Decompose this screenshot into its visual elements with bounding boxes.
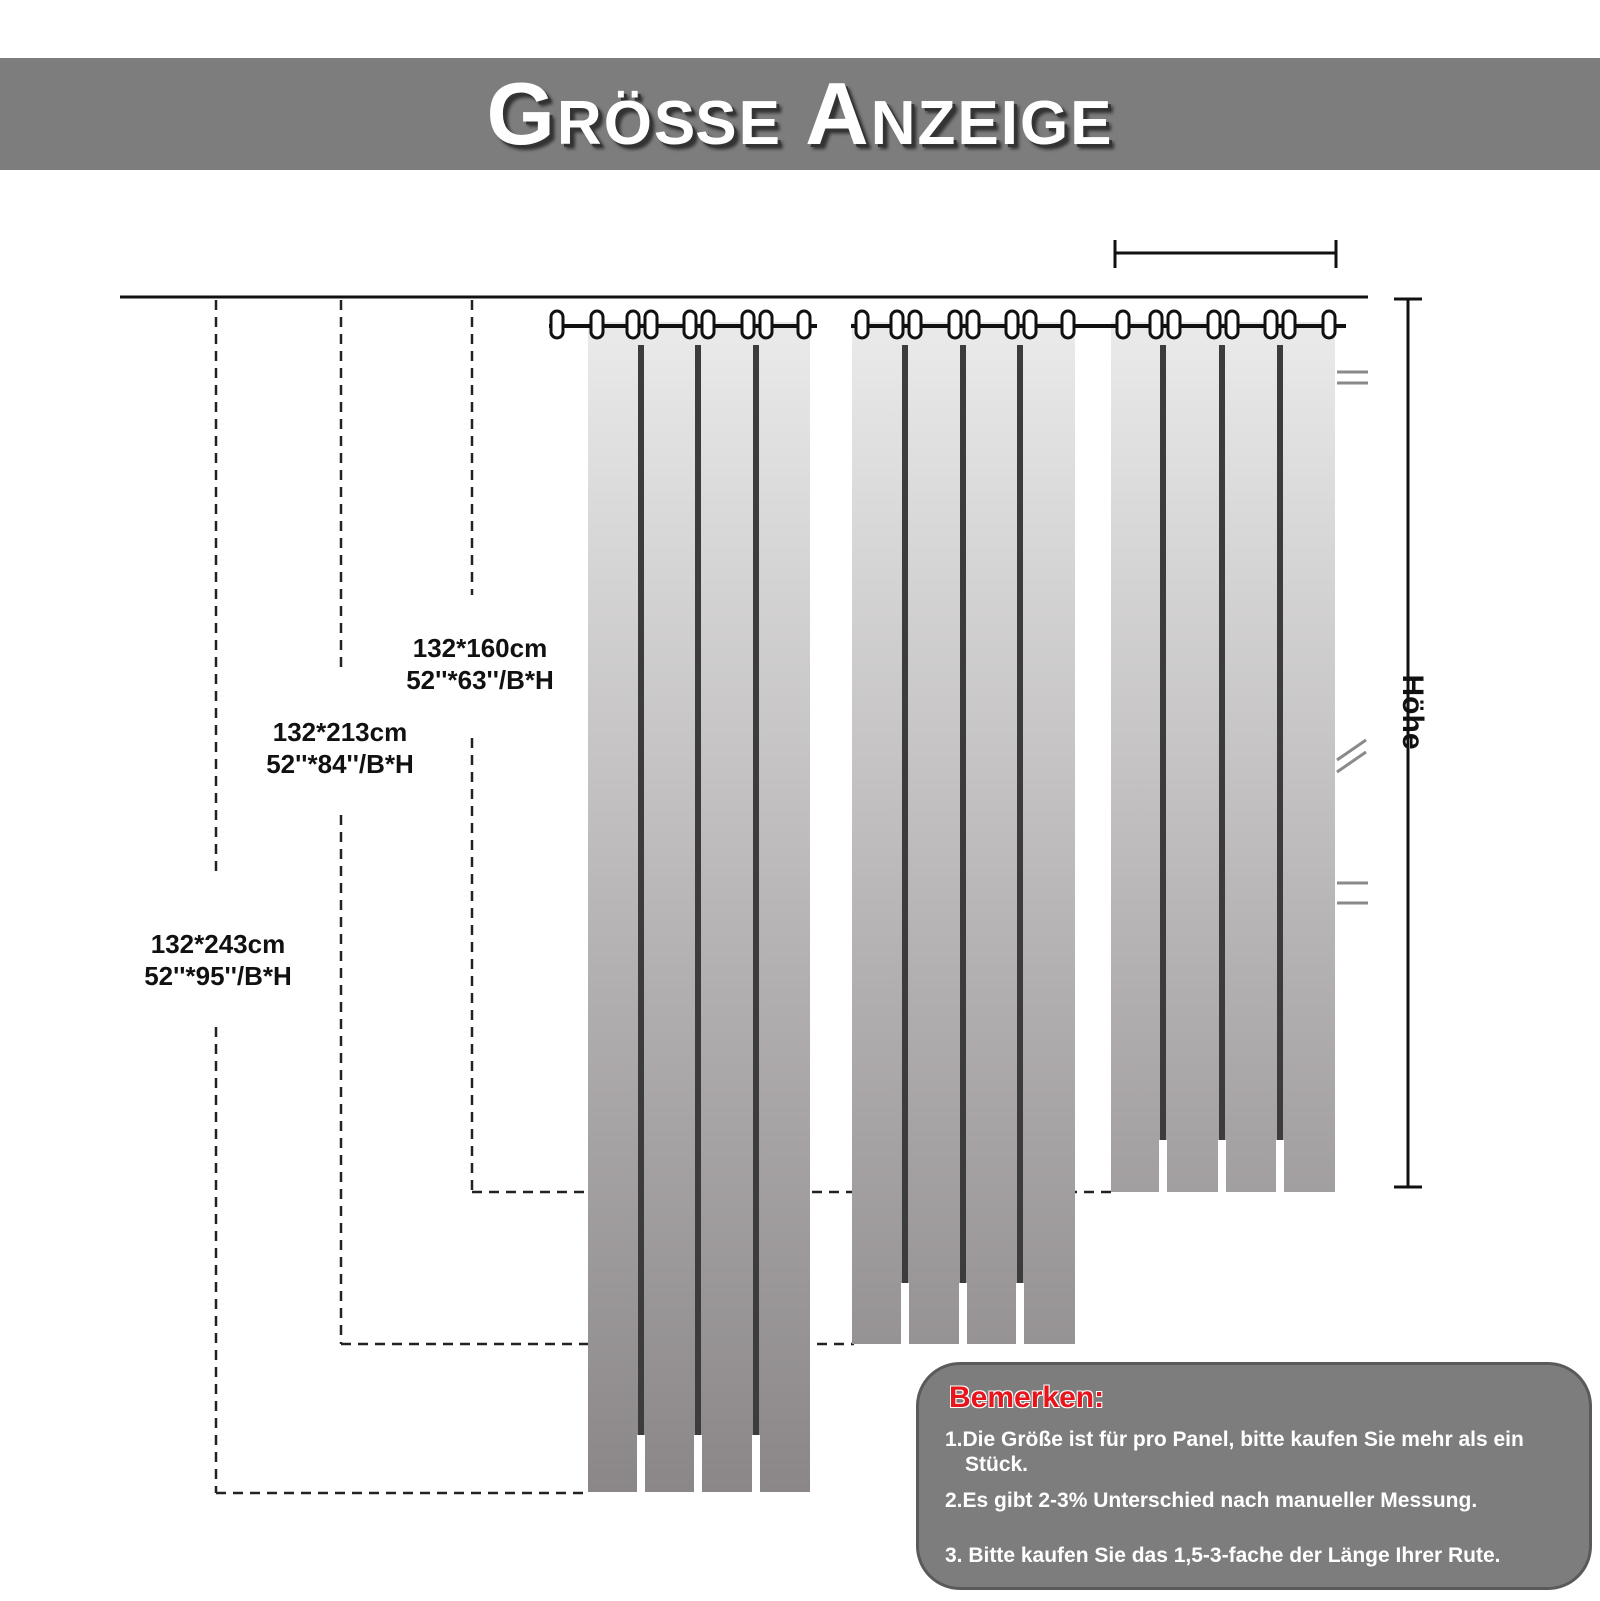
- size-label-213: [240, 716, 440, 780]
- size-label-160-inch: 52''*63''/B*H: [406, 665, 554, 695]
- notes-title: Bemerken:: [949, 1381, 1105, 1414]
- notes-box: [916, 1362, 1592, 1590]
- curtain-panel-213: [851, 311, 1118, 1344]
- width-dimension-marker: [1115, 240, 1336, 268]
- size-label-160-cm: 132*160cm: [412, 633, 548, 663]
- size-label-213-inch: 52''*84''/B*H: [266, 749, 414, 779]
- size-label-213-cm: 132*213cm: [272, 717, 408, 747]
- size-label-243-cm: 132*243cm: [150, 929, 286, 959]
- size-guide-243: [216, 300, 590, 1493]
- note-item-3: 3. Bitte kaufen Sie das 1,5-3-fache der Länge Ihrer Rute.: [945, 1544, 1501, 1567]
- size-label-243: [118, 928, 318, 992]
- page-title: Größe Anzeige: [486, 64, 1114, 163]
- note-item-2: 2.Es gibt 2-3% Unterschied nach manueller Messung.: [945, 1489, 1478, 1512]
- size-label-160: [380, 632, 580, 696]
- size-label-243-inch: 52''*95''/B*H: [144, 961, 292, 991]
- curtain-panel-243: [549, 311, 817, 1493]
- curtain-panel-160: [1110, 311, 1346, 1192]
- height-label: Höhe: [1396, 674, 1429, 750]
- window-frame-marks: [1337, 372, 1368, 903]
- note-item-1: 1.Die Größe ist für pro Panel, bitte kaufen Sie mehr als ein Stück.: [945, 1428, 1524, 1476]
